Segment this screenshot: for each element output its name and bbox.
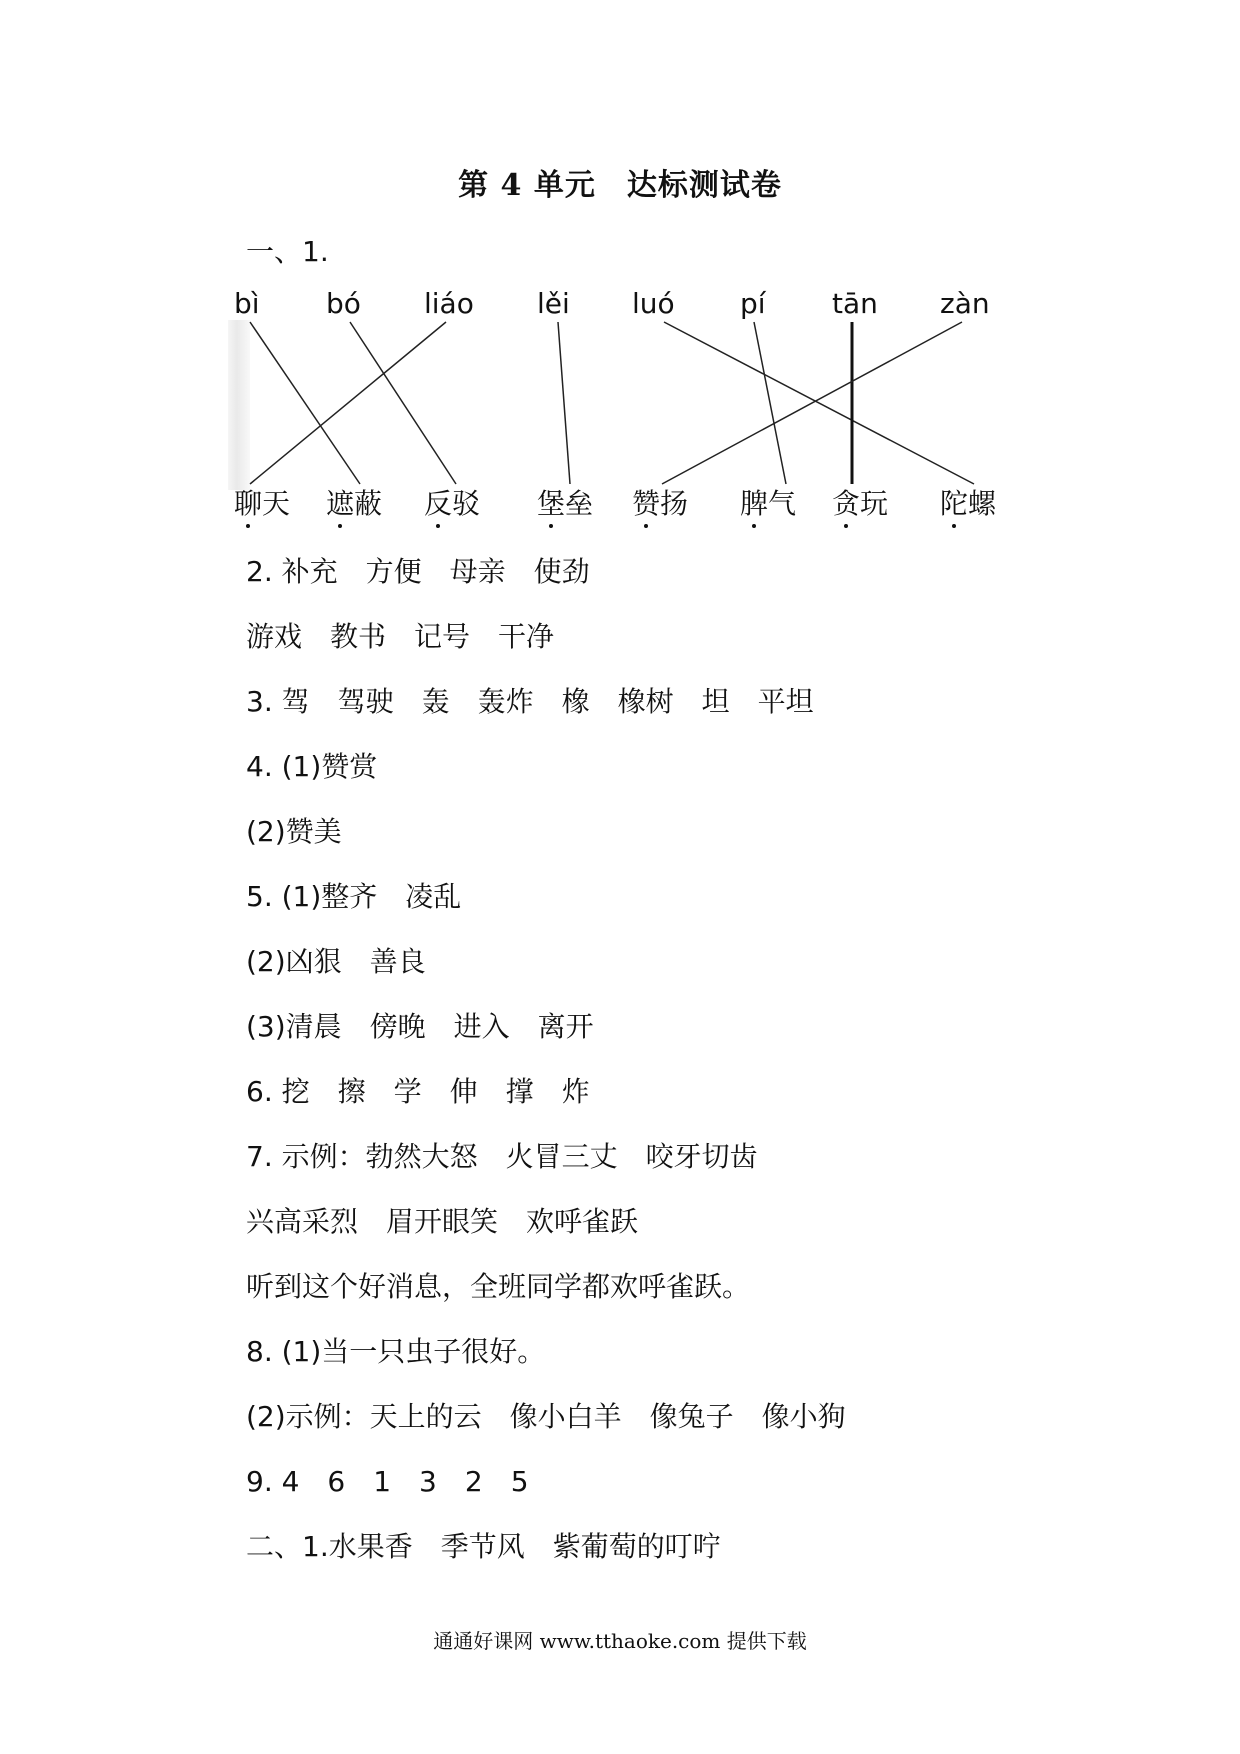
match-line-luo bbox=[664, 322, 974, 484]
answer-line: 8. (1)当一只虫子很好。 bbox=[246, 1335, 546, 1368]
pinyin-8: zàn bbox=[940, 287, 990, 320]
match-line-zan bbox=[662, 322, 962, 484]
answer-line: 听到这个好消息，全班同学都欢呼雀跃。 bbox=[246, 1270, 751, 1303]
match-line-bo bbox=[350, 322, 456, 484]
word-4: 堡垒 bbox=[537, 484, 593, 524]
pinyin-1: bì bbox=[234, 287, 260, 320]
word-2: 遮蔽 bbox=[326, 484, 382, 524]
answer-line: 9. 4 6 1 3 2 5 bbox=[246, 1465, 529, 1498]
word-3: 反驳 bbox=[424, 484, 480, 524]
pinyin-2: bó bbox=[326, 287, 361, 320]
pinyin-3: liáo bbox=[424, 287, 474, 320]
word-6: 脾气 bbox=[740, 484, 796, 524]
page-title: 第 4 单元 达标测试卷 bbox=[458, 168, 782, 203]
question-1-label: 一、1. bbox=[246, 235, 329, 268]
match-line-liao bbox=[250, 322, 446, 484]
answer-line: 二、1.水果香 季节风 紫葡萄的叮咛 bbox=[246, 1530, 721, 1563]
pinyin-7: tān bbox=[832, 287, 878, 320]
match-line-lei bbox=[558, 322, 570, 484]
answer-line: 2. 补充 方便 母亲 使劲 bbox=[246, 555, 590, 588]
match-line-pi bbox=[754, 322, 786, 484]
answer-line: 3. 驾 驾驶 轰 轰炸 橡 橡树 坦 平坦 bbox=[246, 685, 814, 718]
match-line-bi bbox=[250, 322, 360, 484]
answer-line: 游戏 教书 记号 干净 bbox=[246, 620, 555, 653]
answer-line: (2)示例：天上的云 像小白羊 像兔子 像小狗 bbox=[246, 1400, 846, 1433]
answer-line: 5. (1)整齐 凌乱 bbox=[246, 880, 462, 913]
pinyin-5: luó bbox=[632, 287, 675, 320]
pinyin-4: lěi bbox=[537, 287, 570, 320]
answer-line: 6. 挖 擦 学 伸 撑 炸 bbox=[246, 1075, 590, 1108]
answer-line: 兴高采烈 眉开眼笑 欢呼雀跃 bbox=[246, 1205, 639, 1238]
word-8: 陀螺 bbox=[940, 484, 996, 524]
answer-line: (2)凶狠 善良 bbox=[246, 945, 426, 978]
answer-line: (2)赞美 bbox=[246, 815, 342, 848]
word-1: 聊天 bbox=[234, 484, 290, 524]
footer-source: 通通好课网 www.tthaoke.com 提供下载 bbox=[433, 1629, 807, 1653]
answer-line: 4. (1)赞赏 bbox=[246, 750, 378, 783]
word-5: 赞扬 bbox=[632, 484, 688, 524]
answer-line: (3)清晨 傍晚 进入 离开 bbox=[246, 1010, 594, 1043]
answer-line: 7. 示例：勃然大怒 火冒三丈 咬牙切齿 bbox=[246, 1140, 758, 1173]
word-7: 贪玩 bbox=[832, 484, 888, 524]
pinyin-6: pí bbox=[740, 287, 766, 320]
